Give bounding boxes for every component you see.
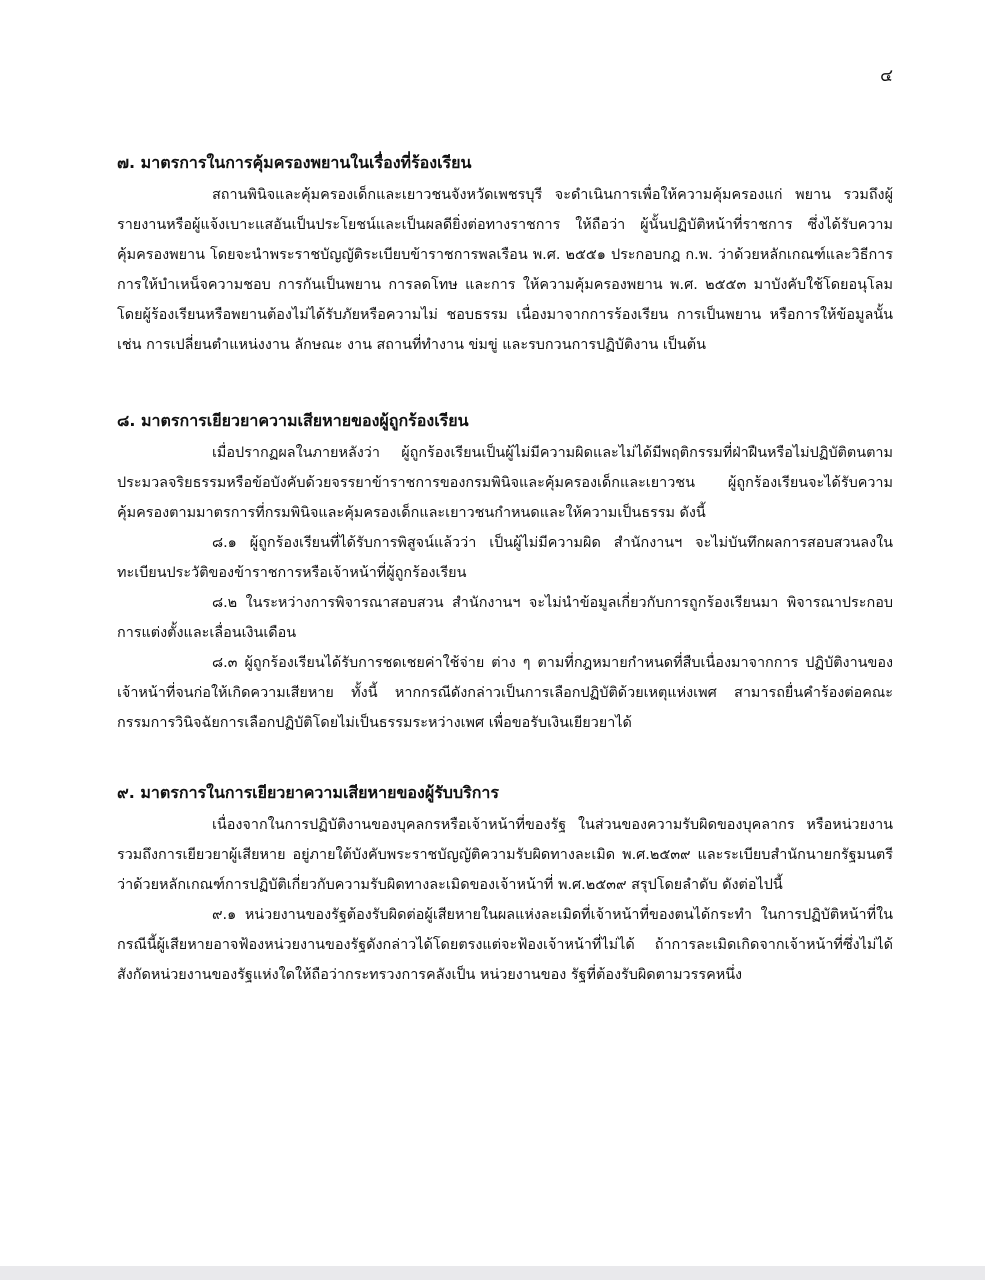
paragraph: เมื่อปรากฏผลในภายหลังว่า ผู้ถูกร้องเรียนเป็นผู้ไม่มีความผิดและไม่ได้มีพฤติกรรมที่ฝ่าฝืนหรือไม่ปฏิบัติตนตามประมวลจริยธรรมหรือข้อบังคับด้วยจรรยาข้าราชการของกรมพินิจและคุ้มครองเด็กและเยาวชน ผู้ถูกร้องเรียนจะได้รับความคุ้มครองตามมาตรการที่กรมพินิจและคุ้มครองเด็กและเยาวชนกำหนดและให้ความเป็นธรรม ดังนี้ <box>117 445 893 521</box>
viewer-bottom-strip <box>0 1266 985 1280</box>
paragraph: สถานพินิจและคุ้มครองเด็กและเยาวชนจังหวัดเพชรบุรี จะดำเนินการเพื่อให้ความคุ้มครองแก่ พยาน รวมถึงผู้รายงานหรือผู้แจ้งเบาะแสอันเป็นประโยชน์และเป็นผลดียิ่งต่อทางราชการ ให้ถือว่า ผู้นั้นปฏิบัติหน้าที่ราชการ ซึ่งได้รับความคุ้มครองพยาน โดยจะนำพระราชบัญญัติระเบียบข้าราชการพลเรือน พ.ศ. ๒๕๕๑ ประกอบกฎ ก.พ. ว่าด้วยหลักเกณฑ์และวิธีการการให้บำเหน็จความชอบ การกันเป็นพยาน การลดโทษ และการ ให้ความคุ้มครองพยาน พ.ศ. ๒๕๕๓ มาบังคับใช้โดยอนุโลม โดยผู้ร้องเรียนหรือพยานต้องไม่ได้รับภัยหรือความไม่ ชอบธรรม เนื่องมาจากการร้องเรียน การเป็นพยาน หรือการให้ข้อมูลนั้น เช่น การเปลี่ยนตำแหน่งงาน ลักษณะ งาน สถานที่ทำงาน ข่มขู่ และรบกวนการปฏิบัติงาน เป็นต้น <box>117 187 893 353</box>
paragraph: ๘.๑ ผู้ถูกร้องเรียนที่ได้รับการพิสูจน์แล้วว่า เป็นผู้ไม่มีความผิด สำนักงานฯ จะไม่บันทึกผลการสอบสวนลงในทะเบียนประวัติของข้าราชการหรือเจ้าหน้าที่ผู้ถูกร้องเรียน <box>117 535 893 581</box>
section-heading: ๙. มาตรการในการเยียวยาความเสียหายของผู้รับบริการ <box>117 783 499 802</box>
paragraph: เนื่องจากในการปฏิบัติงานของบุคลกรหรือเจ้าหน้าที่ของรัฐ ในส่วนของความรับผิดของบุคลากร หรือหน่วยงานรวมถึงการเยียวยาผู้เสียหาย อยู่ภายใต้บังคับพระราชบัญญัติความรับผิดทางละเมิด พ.ศ.๒๕๓๙ และระเบียบสำนักนายกรัฐมนตรีว่าด้วยหลักเกณฑ์การปฏิบัติเกี่ยวกับความรับผิดทางละเมิดของเจ้าหน้าที่ พ.ศ.๒๕๓๙ สรุปโดยลำดับ ดังต่อไปนี้ <box>117 817 893 893</box>
paragraph: ๙.๑ หน่วยงานของรัฐต้องรับผิดต่อผู้เสียหายในผลแห่งละเมิดที่เจ้าหน้าที่ของตนได้กระทำ ในการปฏิบัติหน้าที่ในกรณีนี้ผู้เสียหายอาจฟ้องหน่วยงานของรัฐดังกล่าวได้โดยตรงแต่จะฟ้องเจ้าหน้าที่ไม่ได้ ถ้าการละเมิดเกิดจากเจ้าหน้าที่ซึ่งไม่ได้สังกัดหน่วยงานของรัฐแห่งใดให้ถือว่ากระทรวงการคลังเป็น หน่วยงานของ รัฐที่ต้องรับผิดตามวรรคหนึ่ง <box>117 907 893 983</box>
paragraph: ๘.๒ ในระหว่างการพิจารณาสอบสวน สำนักงานฯ จะไม่นำข้อมูลเกี่ยวกับการถูกร้องเรียนมา พิจารณาประกอบการแต่งตั้งและเลื่อนเงินเดือน <box>117 595 893 641</box>
section-7 <box>117 148 893 360</box>
section-9 <box>117 778 893 990</box>
section-heading: ๗. มาตรการในการคุ้มครองพยานในเรื่องที่ร้องเรียน <box>117 153 472 172</box>
section-heading: ๘. มาตรการเยียวยาความเสียหายของผู้ถูกร้องเรียน <box>117 411 469 430</box>
document-body <box>117 148 893 990</box>
section-8 <box>117 406 893 738</box>
page-number: ๔ <box>880 66 893 86</box>
paragraph: ๘.๓ ผู้ถูกร้องเรียนได้รับการชดเชยค่าใช้จ่าย ต่าง ๆ ตามที่กฎหมายกำหนดที่สืบเนื่องมาจากการ ปฏิบัติงานของเจ้าหน้าที่จนก่อให้เกิดความเสียหาย ทั้งนี้ หากกรณีดังกล่าวเป็นการเลือกปฏิบัติด้วยเหตุแห่งเพศ สามารถยื่นคำร้องต่อคณะกรรมการวินิจฉัยการเลือกปฏิบัติโดยไม่เป็นธรรมระหว่างเพศ เพื่อขอรับเงินเยียวยาได้ <box>117 655 893 731</box>
